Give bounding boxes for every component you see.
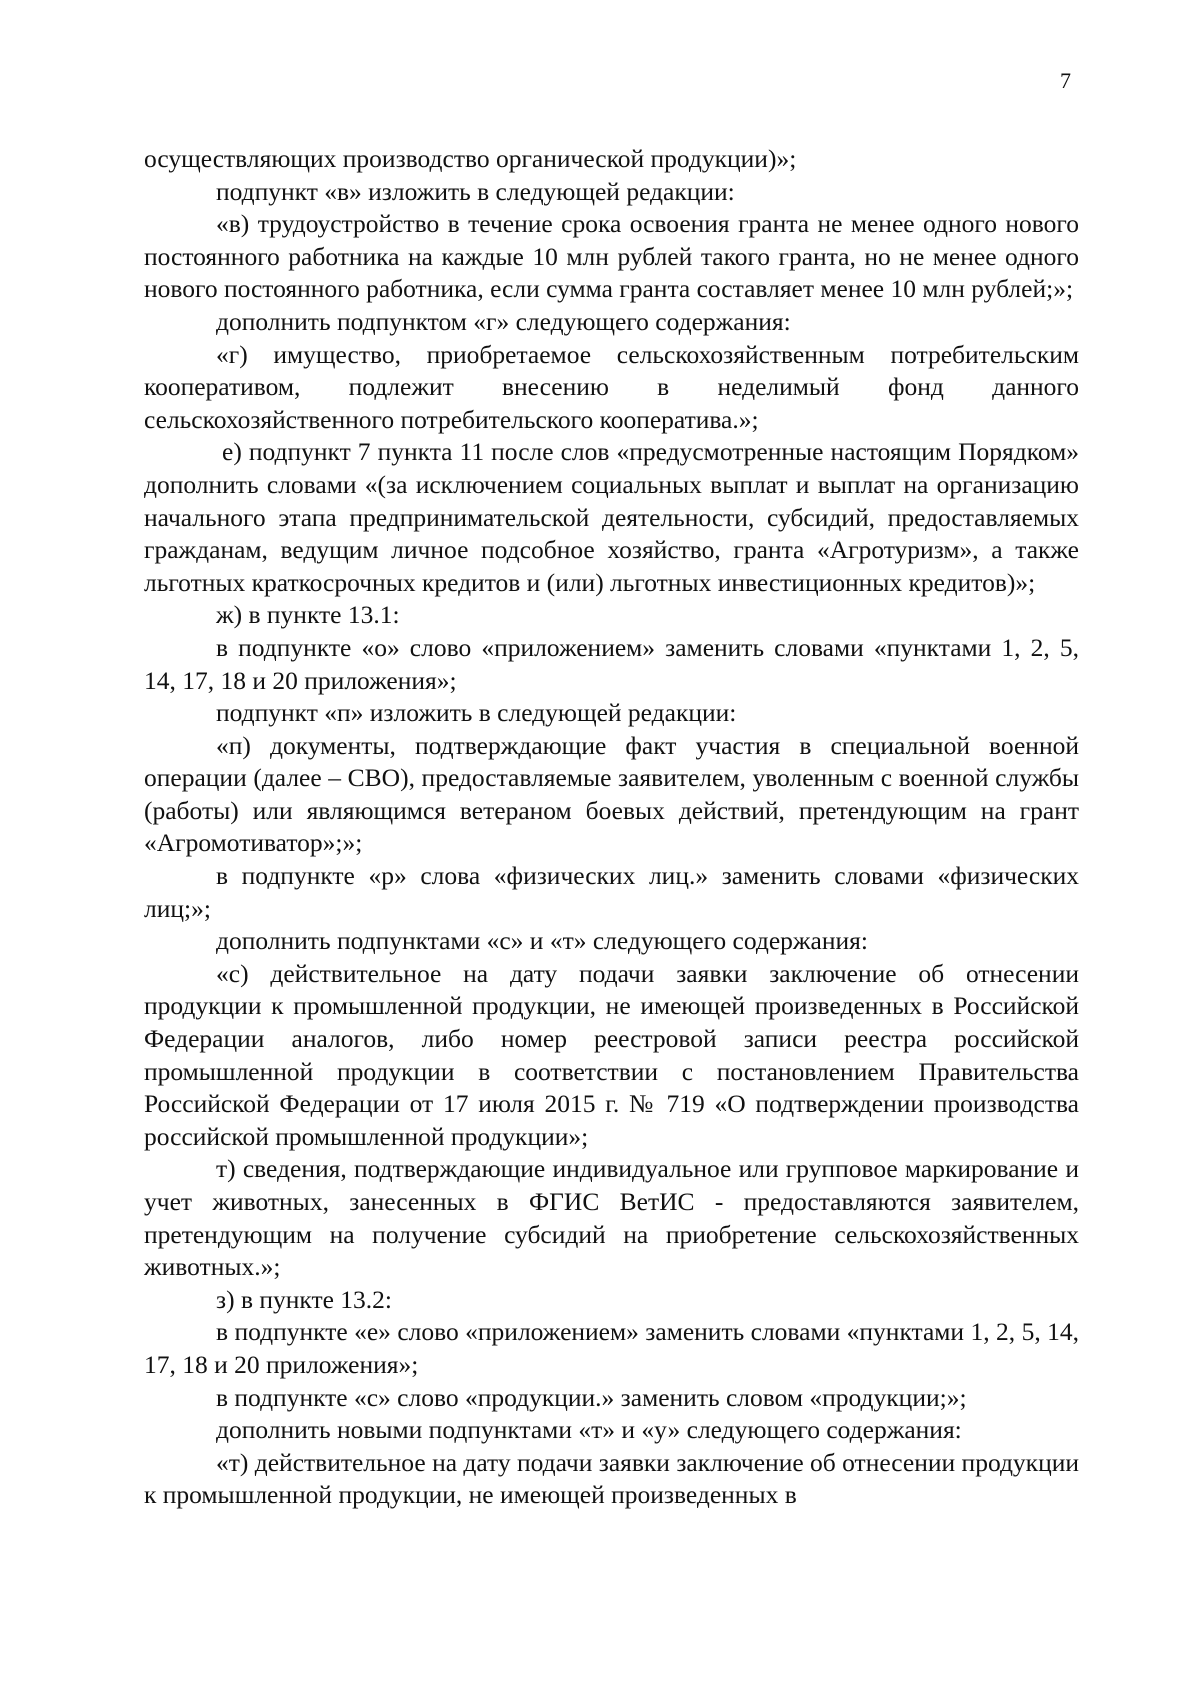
paragraph-item-e: е) подпункт 7 пункта 11 после слов «предусмотренные настоящим Порядком» дополнить словами «(за исключением социальных выплат и выплат на организацию начального этапа предпринимательской деятельности, субсидий, предоставляемых гражданам, ведущим личное подсобное хозяйство, гранта «Агротуризм», а также льготных краткосрочных кредитов и (или) льготных инвестиционных кредитов)»; [144, 437, 1079, 597]
paragraph-continuation: осуществляющих производство органической продукции)»; [144, 144, 797, 173]
page-number: 7 [1060, 68, 1071, 93]
paragraph-subitem-g-text: «г) имущество, приобретаемое сельскохозяйственным потребительским кооперативом, подлежит внесению в неделимый фонд данного сельскохозяйственного потребительского кооператива.»; [144, 339, 1079, 434]
paragraph-subitem-e: в подпункте «е» слово «приложением» заменить словами «пунктами 1, 2, 5, 14, 17, 18 и 20 приложения»; [144, 1317, 1079, 1379]
paragraph-item-z: з) в пункте 13.2: [216, 1284, 392, 1314]
paragraph-subitem-v-intro: подпункт «в» изложить в следующей редакции: [216, 176, 735, 206]
paragraph-subitem-g-intro: дополнить подпунктом «г» следующего содержания: [216, 306, 791, 336]
document-body [144, 143, 1079, 1512]
paragraph-subitem-p-text: «п) документы, подтверждающие факт участия в специальной военной операции (далее – СВО), предоставляемые заявителем, уволенным с военной службы (работы) или являющимся ветераном боевых действий, претендующим на грант «Агромотиватор»;»; [144, 730, 1079, 858]
paragraph-subitems-t-u-intro: дополнить новыми подпунктами «т» и «у» следующего содержания: [216, 1415, 962, 1445]
paragraph-subitem-s: в подпункте «с» слово «продукции.» заменить словом «продукции;»; [216, 1382, 967, 1412]
paragraph-subitem-t-new-text: «т) действительное на дату подачи заявки заключение об отнесении продукции к промышленной продукции, не имеющей произведенных в [144, 1447, 1080, 1510]
paragraph-item-zh: ж) в пункте 13.1: [216, 600, 400, 630]
paragraph-subitems-s-t-intro: дополнить подпунктами «с» и «т» следующего содержания: [216, 926, 868, 956]
paragraph-subitem-o: в подпункте «о» слово «приложением» заменить словами «пунктами 1, 2, 5, 14, 17, 18 и 20 приложения»; [144, 632, 1079, 695]
paragraph-subitem-v-text: «в) трудоустройство в течение срока освоения гранта не менее одного нового постоянного работника на каждые 10 млн рублей такого гранта, но не менее одного нового постоянного работника, если сумма гранта составляет менее 10 млн рублей;»; [144, 209, 1079, 304]
paragraph-subitem-s-text: «с) действительное на дату подачи заявки заключение об отнесении продукции к промышленной продукции, не имеющей произведенных в Российской Федерации аналогов, либо номер реестровой записи реестра российской промышленной продукции в соответствии с постановлением Правительства Российской Федерации от 17 июля 2015 г. № 719 «О подтверждении производства российской промышленной продукции»; [144, 958, 1079, 1151]
paragraph-subitem-r: в подпункте «р» слова «физических лиц.» заменить словами «физических лиц;»; [144, 861, 1079, 923]
paragraph-subitem-t-text: т) сведения, подтверждающие индивидуальное или групповое маркирование и учет животных, занесенных в ФГИС ВетИС - предоставляются заявителем, претендующим на получение субсидий на приобретение сельскохозяйственных животных.»; [144, 1154, 1079, 1282]
paragraph-subitem-p-intro: подпункт «п» изложить в следующей редакции: [216, 698, 737, 728]
